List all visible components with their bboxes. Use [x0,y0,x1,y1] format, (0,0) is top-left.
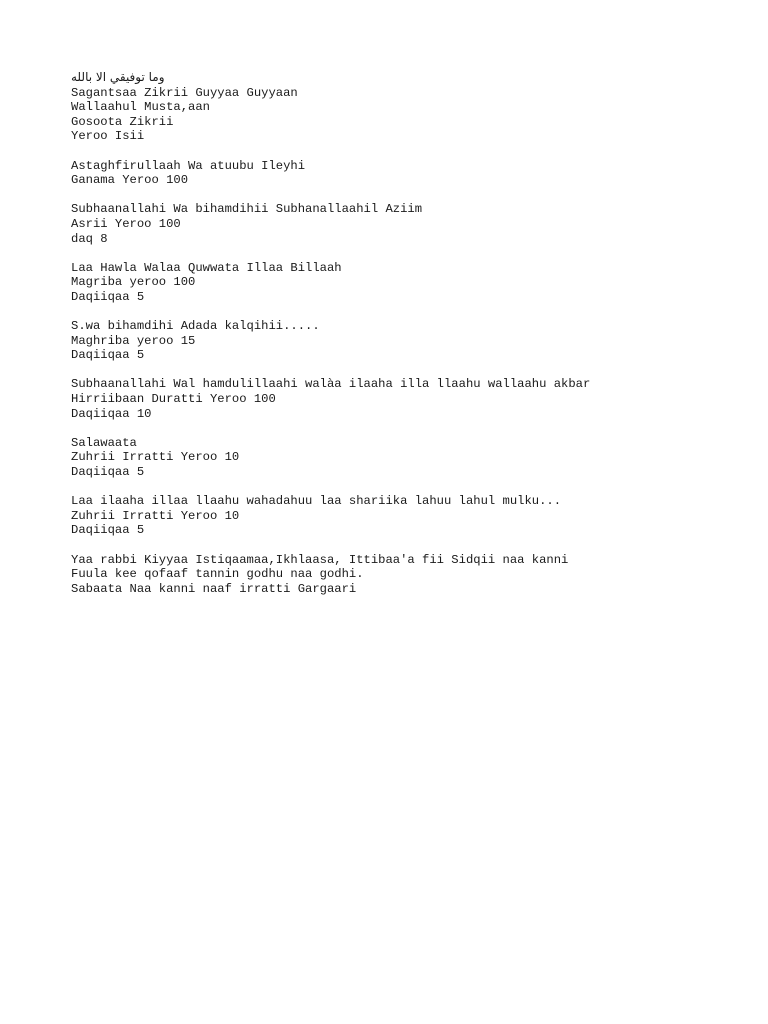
header-block [71,70,751,144]
dua-line: Sabaata Naa kanni naaf irratti Gargaari [71,581,357,596]
zikr-entry [71,319,751,363]
zikr-duration: Daqiiqaa 5 [71,348,145,363]
zikr-text: Subhaanallahi Wa bihamdihii Subhanallaahil Aziim [71,202,423,217]
zikr-schedule: Ganama Yeroo 100 [71,173,189,188]
zikr-schedule: Asrii Yeroo 100 [71,216,181,231]
arabic-heading-text: وما توفيقي الا بالله [71,70,165,84]
zikr-text: Subhaanallahi Wal hamdulillaahi walàa ilaaha illa llaahu wallaahu akbar [71,377,591,392]
zikr-duration: Daqiiqaa 5 [71,465,145,480]
zikr-text: Salawaata [71,435,137,450]
zikr-schedule: Hirriibaan Duratti Yeroo 100 [71,392,276,407]
document-title: Sagantsaa Zikrii Guyyaa Guyyaan [71,85,298,100]
zikr-schedule: Maghriba yeroo 15 [71,333,196,348]
zikr-schedule: Magriba yeroo 100 [71,275,196,290]
zikr-entry [71,261,751,305]
column-heading-time: Yeroo Isii [71,129,145,144]
zikr-text: Astaghfirullaah Wa atuubu Ileyhi [71,158,306,173]
zikr-schedule: Zuhrii Irratti Yeroo 10 [71,450,240,465]
zikr-text: Laa Hawla Walaa Quwwata Illaa Billaah [71,260,342,275]
column-heading-type: Gosoota Zikrii [71,114,174,129]
zikr-entry [71,494,751,538]
dua-entry [71,553,751,597]
zikr-entry [71,436,751,480]
zikr-text: S.wa bihamdihi Adada kalqihii..... [71,319,320,334]
zikr-text: Laa ilaaha illaa llaahu wahadahuu laa shariika lahuu lahul mulku... [71,494,562,509]
document-page [71,70,751,611]
zikr-duration: Daqiiqaa 5 [71,523,145,538]
header-line: Wallaahul Musta,aan [71,100,210,115]
zikr-duration: Daqiiqaa 10 [71,406,152,421]
zikr-entry [71,377,751,421]
zikr-entry [71,159,751,188]
arabic-heading-line [71,70,751,86]
zikr-duration: daq 8 [71,231,108,246]
zikr-schedule: Zuhrii Irratti Yeroo 10 [71,508,240,523]
zikr-duration: Daqiiqaa 5 [71,289,145,304]
dua-line: Fuula kee qofaaf tannin godhu naa godhi. [71,567,364,582]
dua-line: Yaa rabbi Kiyyaa Istiqaamaa,Ikhlaasa, Ittibaa'a fii Sidqii naa kanni [71,552,569,567]
zikr-entry [71,202,751,246]
